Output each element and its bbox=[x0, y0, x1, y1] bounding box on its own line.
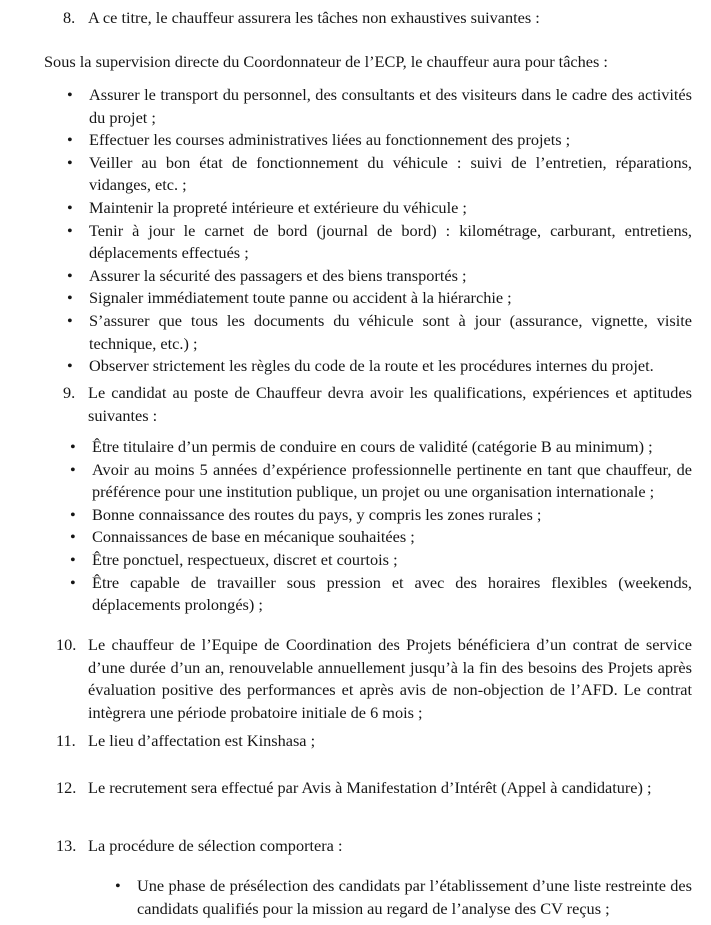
list-item: • Connaissances de base en mécanique souhaitées ; bbox=[92, 526, 692, 549]
bullet-icon: • bbox=[70, 549, 76, 569]
bullet-icon: • bbox=[67, 265, 73, 285]
item-number: 9. bbox=[63, 383, 76, 402]
list-item: • Maintenir la propreté intérieure et extérieure du véhicule ; bbox=[89, 197, 692, 220]
list-item: • Être titulaire d’un permis de conduire en cours de validité (catégorie B au minimum) ; bbox=[92, 436, 692, 459]
item-number: 13. bbox=[56, 836, 77, 855]
bullet-icon: • bbox=[70, 572, 76, 592]
list-item: • Être capable de travailler sous pression et avec des horaires flexibles (weekends, déplacements prolongés) ; bbox=[70, 572, 692, 615]
list-item: • Être ponctuel, respectueux, discret et courtois ; bbox=[92, 549, 692, 572]
intro-text: Sous la supervision directe du Coordonnateur de l’ECP, le chauffeur aura pour tâches : bbox=[44, 52, 608, 71]
bullet-icon: • bbox=[70, 527, 76, 547]
item-11-text: Le lieu d’affectation est Kinshasa ; bbox=[88, 731, 316, 750]
item-9-text: Le candidat au poste de Chauffeur devra avoir les qualifications, expériences et aptitudes suivantes : bbox=[88, 383, 692, 425]
bullet-icon: • bbox=[70, 437, 76, 456]
bullet-icon: • bbox=[70, 459, 76, 479]
list-item: • Tenir à jour le carnet de bord (journal de bord) : kilométrage, carburant, entretiens, déplacements effectués ; bbox=[67, 220, 692, 263]
tasks-list bbox=[67, 84, 692, 378]
list-item: • Veiller au bon état de fonctionnement du véhicule : suivi de l’entretien, réparations, vidanges, etc. ; bbox=[67, 152, 692, 195]
bullet-icon: • bbox=[67, 197, 73, 217]
item-13-text: La procédure de sélection comportera : bbox=[88, 836, 343, 855]
item-number: 8. bbox=[63, 8, 76, 27]
bullet-icon: • bbox=[67, 152, 73, 172]
list-item: • Une phase de présélection des candidats par l’établissement d’une liste restreinte des candidats qualifiés pour la mission au regard de l’analyse des CV reçus ; bbox=[115, 876, 692, 918]
bullet-icon: • bbox=[67, 288, 73, 308]
bullet-icon: • bbox=[67, 310, 73, 330]
list-item: • S’assurer que tous les documents du véhicule sont à jour (assurance, vignette, visite technique, etc.) ; bbox=[67, 310, 692, 353]
qualifications-list bbox=[70, 436, 692, 617]
item-12-text: Le recrutement sera effectué par Avis à Manifestation d’Intérêt (Appel à candidature) ; bbox=[88, 778, 652, 797]
bullet-icon: • bbox=[67, 356, 73, 376]
item-number: 10. bbox=[56, 635, 77, 654]
selection-list bbox=[115, 875, 692, 920]
bullet-icon: • bbox=[67, 220, 73, 240]
list-item: • Observer strictement les règles du code de la route et les procédures internes du projet. bbox=[89, 355, 692, 378]
item-number: 12. bbox=[56, 778, 77, 797]
bullet-icon: • bbox=[115, 876, 121, 895]
bullet-icon: • bbox=[67, 85, 73, 104]
list-item: • Bonne connaissance des routes du pays, y compris les zones rurales ; bbox=[92, 504, 692, 527]
item-8-text: A ce titre, le chauffeur assurera les tâches non exhaustives suivantes : bbox=[88, 8, 540, 27]
list-item: • Assurer le transport du personnel, des consultants et des visiteurs dans le cadre des activités du projet ; bbox=[67, 85, 692, 127]
item-number: 11. bbox=[56, 731, 76, 750]
item-10-text: Le chauffeur de l’Equipe de Coordination des Projets bénéficiera d’un contrat de service d’une durée d’un an, renouvelable annuellement jusqu’à la fin des besoins des Projets après évaluation positive des performances et après avis de non-objection de l’AFD. Le contrat intègrera une période probatoire initiale de 6 mois ; bbox=[88, 635, 692, 722]
list-item: • Avoir au moins 5 années d’expérience professionnelle pertinente en tant que chauffeur, de préférence pour une institution publique, un projet ou une organisation internationale ; bbox=[70, 459, 692, 502]
bullet-icon: • bbox=[70, 504, 76, 524]
bullet-icon: • bbox=[67, 130, 73, 150]
list-item: • Effectuer les courses administratives liées au fonctionnement des projets ; bbox=[89, 129, 692, 152]
list-item: • Signaler immédiatement toute panne ou accident à la hiérarchie ; bbox=[89, 287, 692, 310]
list-item: • Assurer la sécurité des passagers et des biens transportés ; bbox=[89, 265, 692, 288]
